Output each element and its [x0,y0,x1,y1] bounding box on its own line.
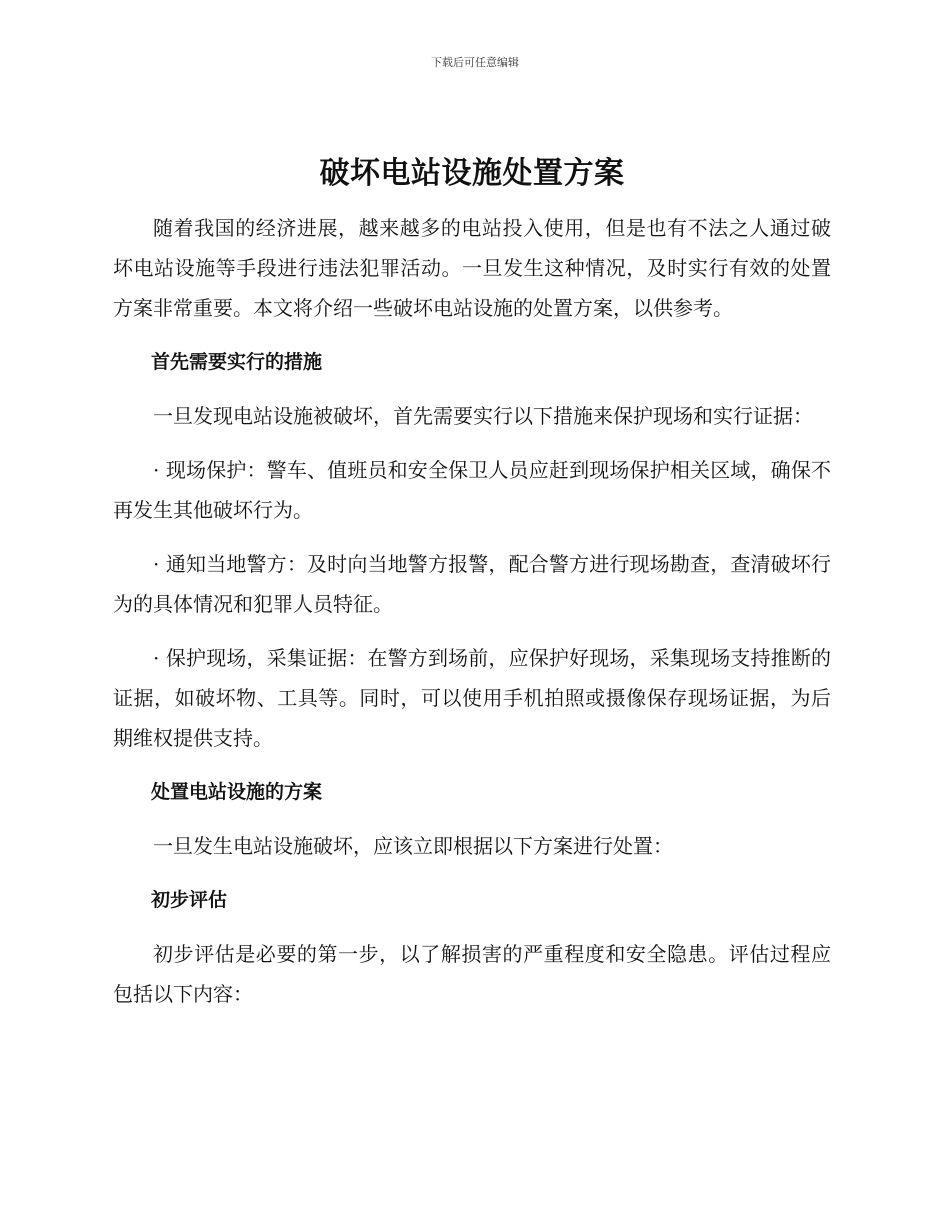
document-body [113,148,831,1028]
section-lead-disposal-plan: 一旦发生电站设施破坏，应该立即根据以下方案进行处置： [153,834,673,858]
bullet-item-scene-protection: · 现场保护：警车、值班员和安全保卫人员应赶到现场保护相关区域，确保不再发生其他破坏行为。 [113,458,831,522]
intro-paragraph: 随着我国的经济进展，越来越多的电站投入使用，但是也有不法之人通过破坏电站设施等手段进行违法犯罪活动。一旦发生这种情况，及时实行有效的处置方案非常重要。本文将介绍一些破坏电站设施的处置方案，以供参考。 [113,216,831,320]
section-lead-initial-measures: 一旦发现电站设施被破坏，首先需要实行以下措施来保护现场和实行证据： [153,404,813,428]
section-heading-initial-assessment: 初步评估 [151,889,228,911]
section-heading-initial-measures: 首先需要实行的措施 [151,351,323,373]
section-lead-initial-assessment: 初步评估是必要的第一步，以了解损害的严重程度和安全隐患。评估过程应包括以下内容： [113,942,831,1006]
bullet-item-collect-evidence: · 保护现场，采集证据：在警方到场前，应保护好现场，采集现场支持推断的证据，如破坏物、工具等。同时，可以使用手机拍照或摄像保存现场证据，为后期维权提供支持。 [113,646,831,750]
section-heading-disposal-plan: 处置电站设施的方案 [151,781,323,803]
document-title: 破坏电站设施处置方案 [319,156,625,191]
bullet-item-notify-police: · 通知当地警方：及时向当地警方报警，配合警方进行现场勘查，查清破坏行为的具体情况和犯罪人员特征。 [113,552,831,616]
page-header-note: 下载后可任意编辑 [431,56,519,69]
